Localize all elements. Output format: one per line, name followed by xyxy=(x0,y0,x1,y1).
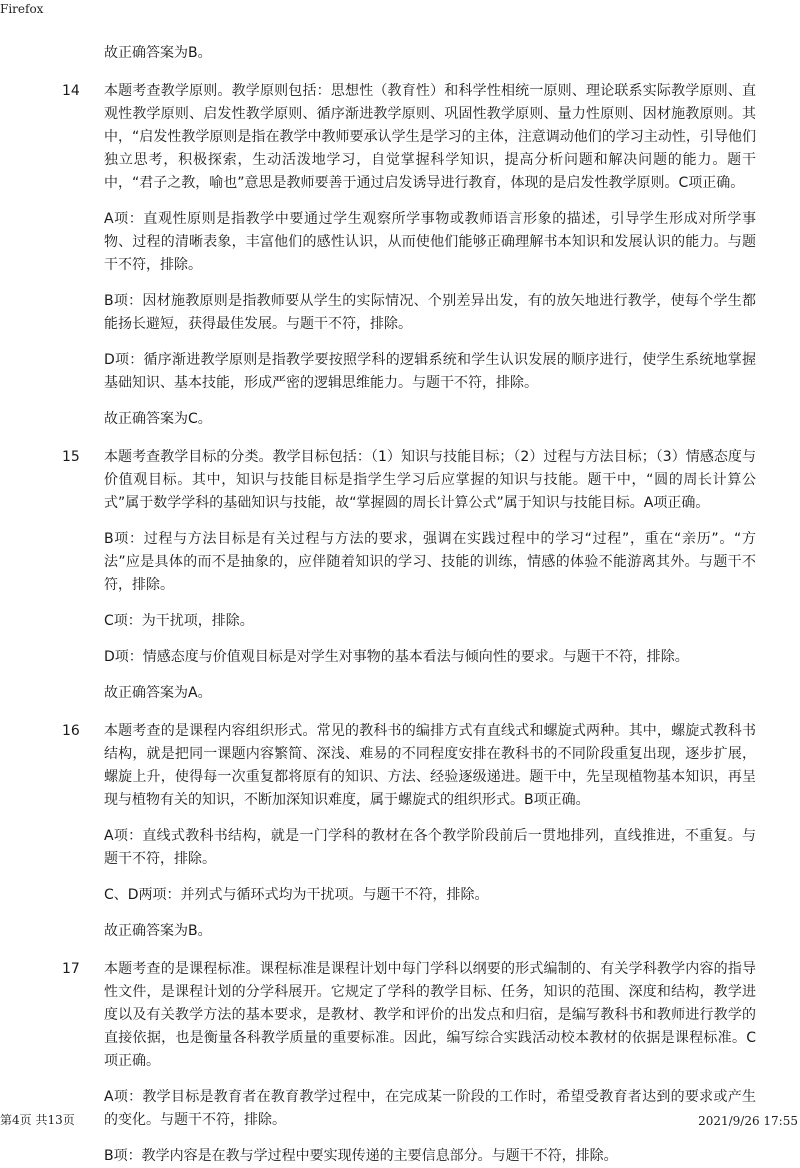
question-number: 15 xyxy=(62,449,80,465)
question-number: 14 xyxy=(62,83,80,99)
document-body xyxy=(0,42,800,1168)
option-cd-analysis: C、D两项：并列式与循环式均为干扰项。与题干不符，排除。 xyxy=(104,887,489,903)
question-17 xyxy=(62,958,756,1168)
answer-line: 故正确答案为A。 xyxy=(104,685,212,701)
option-b-analysis: B项：因材施教原则是指教师要从学生的实际情况、个别差异出发，有的放矢地进行教学，使每个学生都能扬长避短，获得最佳发展。与题干不符，排除。 xyxy=(104,293,756,332)
question-number: 16 xyxy=(62,723,80,739)
explanation-paragraph: 本题考查教学目标的分类。教学目标包括：（1）知识与技能目标；（2）过程与方法目标；（3）情感态度与价值观目标。其中，知识与技能目标是指学生学习后应掌握的知识与技能。题干中，“圆的周长计算公式”属于数学学科的基础知识与技能，故“掌握圆的周长计算公式”属于知识与技能目标。A项正确。 xyxy=(104,449,756,511)
page-indicator: 第4页 共13页 xyxy=(0,1113,75,1127)
intro-answer: 故正确答案为B。 xyxy=(104,45,212,61)
question-14 xyxy=(62,80,756,431)
option-a-analysis: A项：教学目标是教育者在教育教学过程中，在完成某一阶段的工作时，希望受教育者达到的要求或产生的变化。与题干不符，排除。 xyxy=(104,1089,756,1128)
option-b-analysis: B项：教学内容是在教与学过程中要实现传递的主要信息部分。与题干不符，排除。 xyxy=(104,1148,618,1164)
option-d-analysis: D项：循序渐进教学原则是指教学要按照学科的逻辑系统和学生认识发展的顺序进行，使学生系统地掌握基础知识、基本技能，形成严密的逻辑思维能力。与题干不符，排除。 xyxy=(104,352,756,391)
option-b-analysis: B项：过程与方法目标是有关过程与方法的要求，强调在实践过程中的学习“过程”，重在“亲历”。“方法”应是具体的而不是抽象的，应伴随着知识的学习、技能的训练，情感的体验不能游离其外。与题干不符，排除。 xyxy=(104,531,756,593)
print-datetime: 2021/9/26 17:55 xyxy=(698,1114,798,1128)
question-number: 17 xyxy=(62,961,80,977)
explanation-paragraph: 本题考查的是课程标准。课程标准是课程计划中每门学科以纲要的形式编制的、有关学科教学内容的指导性文件，是课程计划的分学科展开。它规定了学科的教学目标、任务，知识的范围、深度和结构，教学进度以及有关教学方法的基本要求，是教材、教学和评价的出发点和归宿，是编写教科书和教师进行教学的直接依据，也是衡量各科教学质量的重要标准。因此，编写综合实践活动校本教材的依据是课程标准。C项正确。 xyxy=(104,961,756,1069)
question-16 xyxy=(62,720,756,943)
explanation-paragraph: 本题考查教学原则。教学原则包括：思想性（教育性）和科学性相统一原则、理论联系实际教学原则、直观性教学原则、启发性教学原则、循序渐进教学原则、巩固性教学原则、量力性原则、因材施教原则。其中，“启发性教学原则是指在教学中教师要承认学生是学习的主体，注意调动他们的学习主动性，引导他们独立思考，积极探索，生动活泼地学习，自觉掌握科学知识，提高分析问题和解决问题的能力。题干中，“君子之教，喻也”意思是教师要善于通过启发诱导进行教育，体现的是启发性教学原则。C项正确。 xyxy=(104,83,756,191)
option-a-analysis: A项：直线式教科书结构，就是一门学科的教材在各个教学阶段前后一贯地排列，直线推进，不重复。与题干不符，排除。 xyxy=(104,828,756,867)
option-d-analysis: D项：情感态度与价值观目标是对学生对事物的基本看法与倾向性的要求。与题干不符，排除。 xyxy=(104,649,689,665)
question-15 xyxy=(62,446,756,705)
option-c-analysis: C项：为干扰项，排除。 xyxy=(104,613,254,629)
answer-line: 故正确答案为C。 xyxy=(104,411,212,427)
browser-title: Firefox xyxy=(0,2,44,16)
option-a-analysis: A项：直观性原则是指教学中要通过学生观察所学事物或教师语言形象的描述，引导学生形成对所学事物、过程的清晰表象，丰富他们的感性认识，从而使他们能够正确理解书本知识和发展认识的能力。与题干不符，排除。 xyxy=(104,211,756,273)
explanation-paragraph: 本题考查的是课程内容组织形式。常见的教科书的编排方式有直线式和螺旋式两种。其中，螺旋式教科书结构，就是把同一课题内容繁简、深浅、难易的不同程度安排在教科书的不同阶段重复出现，逐步扩展，螺旋上升，使得每一次重复都将原有的知识、方法、经验逐级递进。题干中，先呈现植物基本知识，再呈现与植物有关的知识，不断加深知识难度，属于螺旋式的组织形式。B项正确。 xyxy=(104,723,756,808)
answer-line: 故正确答案为B。 xyxy=(104,923,212,939)
